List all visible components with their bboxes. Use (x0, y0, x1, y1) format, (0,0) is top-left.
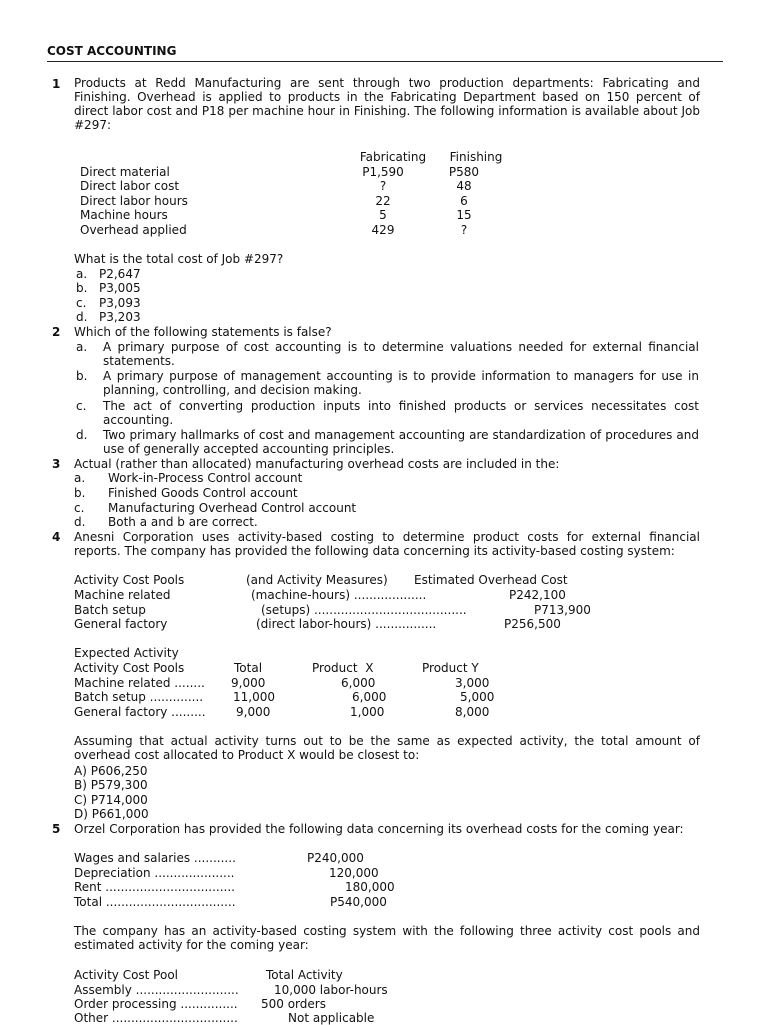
q4-pool-measure: (machine-hours) ................... (251, 588, 427, 602)
q5-pool-value: Not applicable (288, 1011, 375, 1025)
q4-pool-label: General factory (74, 617, 168, 631)
q2-option-text: A primary purpose of cost accounting is to determine valuations needed for external financial statements. (103, 340, 699, 368)
question-3-number: 3 (52, 457, 61, 471)
q4-expected-y: 5,000 (460, 690, 495, 704)
q4-expected-header-pool: Activity Cost Pools (74, 661, 185, 675)
q1-question: What is the total cost of Job #297? (74, 252, 284, 266)
q4-pool-label: Batch setup (74, 603, 146, 617)
q1-option-text: P2,647 (99, 267, 141, 281)
q1-row-fin: 15 (456, 208, 472, 222)
q4-expected-total: 11,000 (233, 690, 275, 704)
q2-option-text: The act of converting production inputs into finished products or services necessitates cost accounting. (103, 399, 699, 427)
q1-option-letter: a. (76, 267, 88, 281)
q4-pool-cost: P242,100 (509, 588, 566, 602)
q1-header-fabricating: Fabricating (359, 150, 427, 164)
q1-row-fab: 429 (371, 223, 395, 237)
q1-row-fin: 6 (460, 194, 468, 208)
q3-option-letter: d. (74, 515, 86, 529)
q1-row-fab: P1,590 (362, 165, 404, 179)
q5-cost-value: 180,000 (345, 880, 395, 894)
q1-row-label: Direct labor cost (80, 179, 180, 193)
q5-text-2: The company has an activity-based costing system with the following three activity cost pools and estimated activity for the coming year: (74, 924, 700, 952)
q4-expected-y: 8,000 (455, 705, 490, 719)
q5-cost-value: P540,000 (330, 895, 387, 909)
q1-row-label: Machine hours (80, 208, 168, 222)
q1-option-letter: d. (76, 310, 88, 324)
q5-pool-label: Other ................................. (74, 1011, 238, 1025)
q3-option-text: Manufacturing Overhead Control account (108, 501, 357, 515)
q1-row-fin: P580 (448, 165, 480, 179)
q3-option-text: Finished Goods Control account (108, 486, 298, 500)
q4-expected-total: 9,000 (236, 705, 271, 719)
q4-expected-x: 6,000 (341, 676, 376, 690)
q5-cost-label: Depreciation ..................... (74, 866, 235, 880)
q1-row-fin: 48 (456, 179, 472, 193)
q5-cost-label: Wages and salaries ........... (74, 851, 236, 865)
document-title: COST ACCOUNTING (47, 44, 177, 58)
q1-row-label: Direct labor hours (80, 194, 188, 208)
q4-pool-measure: (direct labor-hours) ................ (256, 617, 437, 631)
q4-option: D) P661,000 (74, 807, 149, 821)
q4-expected-label: Machine related ........ (74, 676, 205, 690)
q1-header-finishing: Finishing (449, 150, 503, 164)
question-5-number: 5 (52, 822, 61, 836)
q4-expected-header-total: Total (234, 661, 263, 675)
q4-expected-label: Batch setup .............. (74, 690, 204, 704)
q2-option-letter: c. (76, 399, 87, 413)
q1-row-fab: 22 (375, 194, 391, 208)
q4-option: A) P606,250 (74, 764, 148, 778)
q5-pools-header-activity: Total Activity (266, 968, 343, 982)
q4-expected-total: 9,000 (231, 676, 266, 690)
q3-option-letter: c. (74, 501, 85, 515)
q1-option-text: P3,005 (99, 281, 141, 295)
question-2-number: 2 (52, 325, 61, 339)
q1-option-letter: b. (76, 281, 88, 295)
q3-option-text: Work-in-Process Control account (108, 471, 303, 485)
q4-question: Assuming that actual activity turns out to be the same as expected activity, the total amount of overhead cost allocated to Product X would be closest to: (74, 734, 700, 762)
q1-row-fin: ? (460, 223, 468, 237)
q2-option-letter: a. (76, 340, 88, 354)
q1-row-label: Direct material (80, 165, 170, 179)
q1-option-text: P3,093 (99, 296, 141, 310)
q4-pool-cost: P713,900 (534, 603, 591, 617)
q5-cost-label: Rent .................................. (74, 880, 235, 894)
q4-option: C) P714,000 (74, 793, 148, 807)
q1-row-fab: ? (379, 179, 387, 193)
q4-pool-cost: P256,500 (504, 617, 561, 631)
question-4-number: 4 (52, 530, 61, 544)
q4-expected-x: 6,000 (352, 690, 387, 704)
q2-option-letter: d. (76, 428, 88, 442)
q5-pools-header-pool: Activity Cost Pool (74, 968, 179, 982)
q5-pool-label: Order processing ............... (74, 997, 238, 1011)
q3-option-letter: b. (74, 486, 86, 500)
q5-cost-label: Total .................................. (74, 895, 236, 909)
question-1-text: Products at Redd Manufacturing are sent through two production departments: Fabricating and Finishing. Overhead is applied to products in the Fabricating Department based on 150 percent of direct labor cost and P18 per machine hour in Finishing. The following information is available about Job #297: (74, 76, 700, 132)
q4-expected-y: 3,000 (455, 676, 490, 690)
q5-pool-label: Assembly ........................... (74, 983, 239, 997)
question-4-text: Anesni Corporation uses activity-based costing to determine product costs for external financial reports. The company has provided the following data concerning its activity-based costing system: (74, 530, 700, 558)
q1-option-letter: c. (76, 296, 87, 310)
q5-pool-value: 500 orders (261, 997, 326, 1011)
q3-option-text: Both a and b are correct. (108, 515, 258, 529)
question-1-number: 1 (52, 77, 61, 91)
q2-option-text: Two primary hallmarks of cost and management accounting are standardization of procedures and use of generally accepted accounting principles. (103, 428, 699, 456)
q5-pool-value: 10,000 labor-hours (274, 983, 388, 997)
q2-option-letter: b. (76, 369, 88, 383)
q3-option-letter: a. (74, 471, 86, 485)
title-rule (47, 61, 723, 62)
q1-row-fab: 5 (379, 208, 387, 222)
q4-pools-header-cost: Estimated Overhead Cost (414, 573, 568, 587)
q5-cost-value: P240,000 (307, 851, 364, 865)
q4-pool-label: Machine related (74, 588, 171, 602)
q5-cost-value: 120,000 (329, 866, 379, 880)
q2-option-text: A primary purpose of management accounting is to provide information to managers for use in planning, controlling, and decision making. (103, 369, 699, 397)
q4-pool-measure: (setups) ........................................ (261, 603, 467, 617)
q4-expected-x: 1,000 (350, 705, 385, 719)
q4-expected-header-y: Product Y (422, 661, 479, 675)
question-3-text: Actual (rather than allocated) manufacturing overhead costs are included in the: (74, 457, 560, 471)
q4-expected-header-x: Product X (312, 661, 374, 675)
q4-option: B) P579,300 (74, 778, 148, 792)
q1-row-label: Overhead applied (80, 223, 187, 237)
question-5-text: Orzel Corporation has provided the following data concerning its overhead costs for the coming year: (74, 822, 684, 836)
q1-option-text: P3,203 (99, 310, 141, 324)
q4-pools-header-pool: Activity Cost Pools (74, 573, 185, 587)
question-2-text: Which of the following statements is false? (74, 325, 332, 339)
q4-pools-header-measure: (and Activity Measures) (246, 573, 388, 587)
q4-expected-title: Expected Activity (74, 646, 179, 660)
q4-expected-label: General factory ......... (74, 705, 206, 719)
